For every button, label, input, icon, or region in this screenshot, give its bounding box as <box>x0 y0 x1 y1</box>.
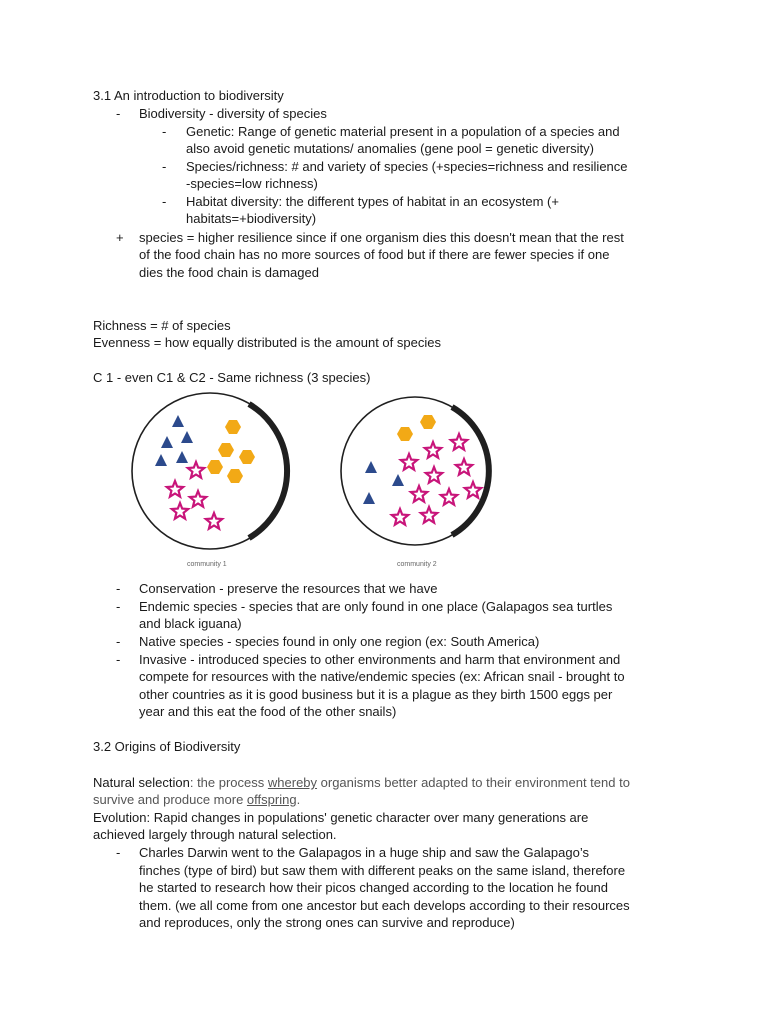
offspring-link[interactable]: offspring <box>246 792 297 807</box>
ns-text: organisms better adapted to their environment tend to <box>317 775 630 790</box>
bullet-dash: - <box>162 194 167 209</box>
darwin-line-3: he started to research how their picos changed according to the location he found <box>139 880 609 895</box>
section-heading-3-1: 3.1 An introduction to biodiversity <box>93 88 284 103</box>
bullet-dash: - <box>116 599 121 614</box>
evenness-definition: Evenness = how equally distributed is the amount of species <box>93 335 441 350</box>
whereby-link[interactable]: whereby <box>267 775 318 790</box>
evolution-line-2: achieved largely through natural selection. <box>93 827 337 842</box>
period: . <box>296 792 301 807</box>
invasive-line-2: compete for resources with the native/endemic species (ex: African snail - brought to <box>139 669 625 684</box>
plus-line-2: of the food chain has no more sources of food but if there are fewer species if one <box>139 247 610 262</box>
evolution-line-1: Evolution: Rapid changes in populations' genetic character over many generations are <box>93 810 589 825</box>
invasive-line-4: year and this eat the food of the other snails) <box>139 704 397 719</box>
community-2-caption: community 2 <box>397 561 437 568</box>
plus-line-3: dies the food chain is damaged <box>139 265 319 280</box>
ns-text: survive and produce more <box>93 792 247 807</box>
bullet-dash: - <box>116 106 121 121</box>
species-line-2: -species=low richness) <box>186 176 318 191</box>
habitat-line-1: Habitat diversity: the different types of habitat in an ecosystem (+ <box>186 194 559 209</box>
endemic-line-2: and black iguana) <box>139 616 242 631</box>
species-line-1: Species/richness: # and variety of species (+species=richness and resilience <box>186 159 628 174</box>
community-diagram <box>125 392 505 572</box>
ns-text: the process <box>193 775 268 790</box>
invasive-line-3: other countries as it is good business but it is a plague as they birth 1500 eggs per <box>139 687 613 702</box>
bullet-dash: - <box>162 159 167 174</box>
comparison-line: C 1 - even C1 & C2 - Same richness (3 species) <box>93 370 371 385</box>
biodiversity-line: Biodiversity - diversity of species <box>139 106 327 121</box>
section-heading-3-2: 3.2 Origins of Biodiversity <box>93 739 241 754</box>
bullet-dash: - <box>116 581 121 596</box>
natural-selection-line-2 <box>93 791 300 808</box>
conservation-line: Conservation - preserve the resources that we have <box>139 581 438 596</box>
endemic-line-1: Endemic species - species that are only found in one place (Galapagos sea turtles <box>139 599 613 614</box>
darwin-line-5: and reproduces, only the strong ones can survive and reproduce) <box>139 915 515 930</box>
darwin-line-4: them. (we all come from one ancestor but each develops according to their resources <box>139 898 630 913</box>
colon: : <box>189 775 194 790</box>
habitat-line-2: habitats=+biodiversity) <box>186 211 317 226</box>
darwin-line-1: Charles Darwin went to the Galapagos in a huge ship and saw the Galapago’s <box>139 845 589 860</box>
plus-line-1: species = higher resilience since if one organism dies this doesn't mean that the rest <box>139 230 624 245</box>
genetic-line-1: Genetic: Range of genetic material present in a population of a species and <box>186 124 620 139</box>
community-1-caption: community 1 <box>187 561 227 568</box>
bullet-dash: - <box>116 634 121 649</box>
darwin-line-2: finches (type of bird) but saw them with different peaks on the same island, therefore <box>139 863 626 878</box>
bullet-plus: + <box>116 230 124 245</box>
bullet-dash: - <box>162 124 167 139</box>
natural-selection-term: Natural selection <box>93 775 190 790</box>
bullet-dash: - <box>116 652 121 667</box>
natural-selection-line-1 <box>93 774 630 791</box>
genetic-line-2: also avoid genetic mutations/ anomalies (gene pool = genetic diversity) <box>186 141 594 156</box>
richness-definition: Richness = # of species <box>93 318 231 333</box>
invasive-line-1: Invasive - introduced species to other environments and harm that environment and <box>139 652 621 667</box>
native-line: Native species - species found in only one region (ex: South America) <box>139 634 540 649</box>
bullet-dash: - <box>116 845 121 860</box>
